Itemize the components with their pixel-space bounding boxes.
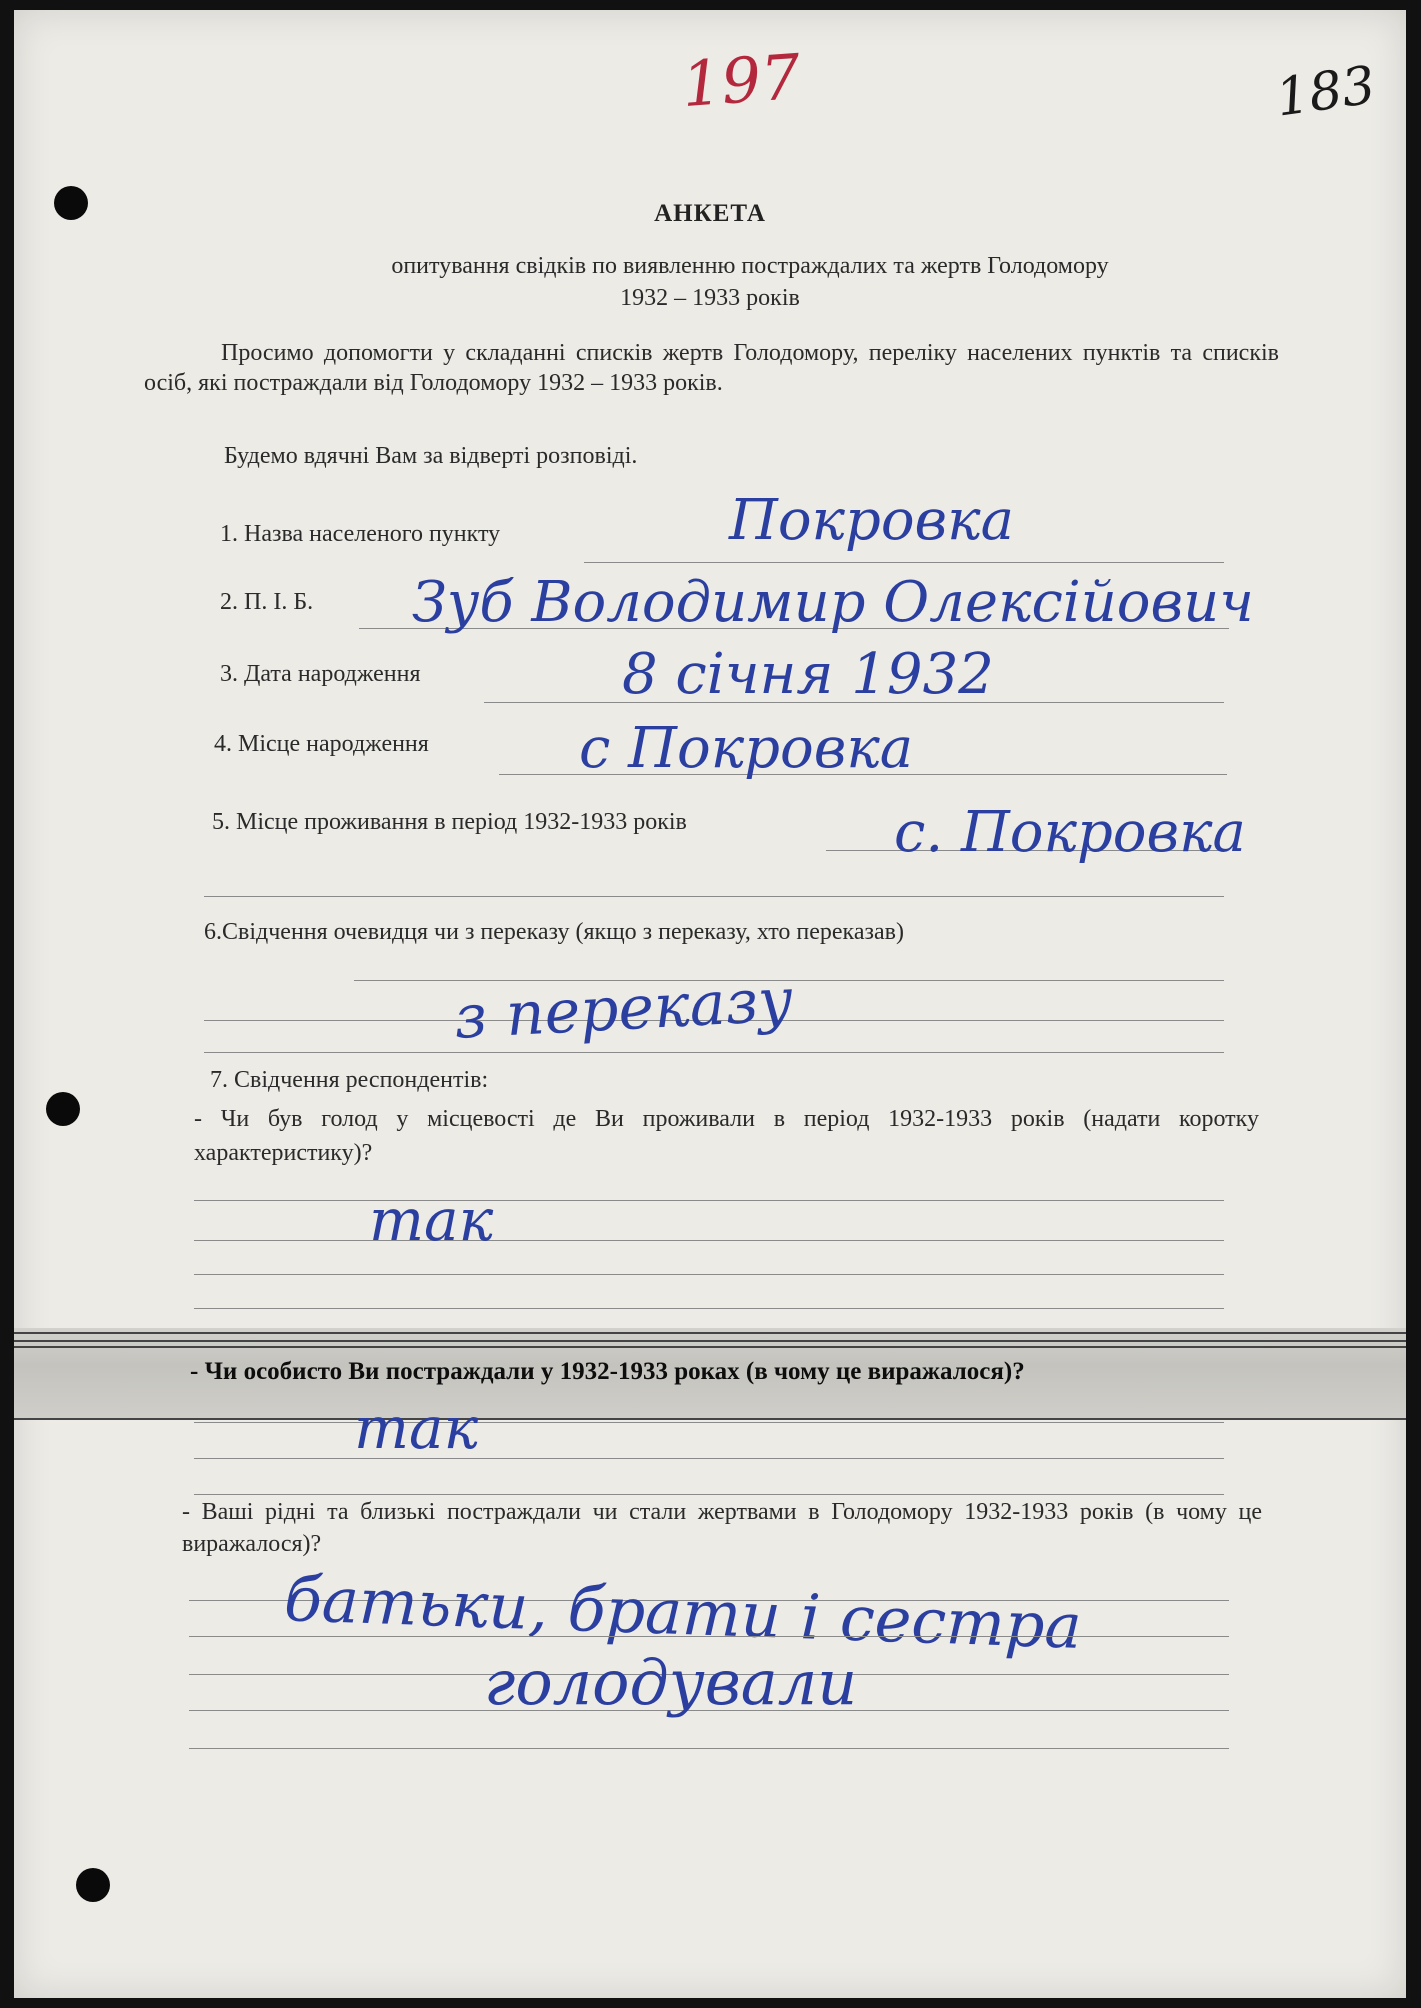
field-name-label: 2. П. І. Б. — [220, 589, 314, 615]
q2-line2 — [194, 1458, 1224, 1459]
field-residence-label: 5. Місце проживання в період 1932-1933 років — [212, 809, 687, 835]
thanks-text: Будемо вдячні Вам за відверті розповіді. — [224, 443, 638, 469]
respondents-q2: - Чи особисто Ви постраждали у 1932-1933 роках (в чому це виражалося)? — [190, 1358, 1025, 1385]
respondents-a3-line2[interactable]: голодували — [484, 1646, 858, 1719]
q1-line1 — [194, 1200, 1224, 1201]
document-sheet — [14, 10, 1406, 1998]
field-residence-value[interactable]: с. Покровка — [894, 800, 1246, 865]
field-settlement-line — [584, 562, 1224, 563]
respondents-a3-line1[interactable]: батьки, брати і сестра — [282, 1562, 1083, 1663]
q1-line4 — [194, 1308, 1224, 1309]
form-subtitle-line1: опитування свідків по виявленню постраждалих та жертв Голодомору — [391, 253, 1109, 279]
field-birthdate-label: 3. Дата народження — [220, 661, 421, 687]
field-birthplace-label: 4. Місце народження — [214, 731, 429, 757]
q2-line1 — [194, 1422, 1224, 1423]
band-rule-top — [14, 1332, 1406, 1334]
q1-line3 — [194, 1274, 1224, 1275]
band-rule-3 — [14, 1346, 1406, 1348]
field-birthplace-value[interactable]: с Покровка — [579, 716, 914, 781]
field-settlement-label: 1. Назва населеного пункту — [220, 521, 501, 547]
respondents-a1[interactable]: так — [369, 1186, 494, 1254]
punch-hole-middle — [46, 1092, 80, 1126]
band-rule-2 — [14, 1340, 1406, 1342]
band-rule-bottom — [14, 1418, 1406, 1420]
form-subtitle-line2: 1932 – 1933 років — [620, 285, 800, 311]
archive-number-black: 183 — [1272, 55, 1379, 129]
q1-line2 — [194, 1240, 1224, 1241]
form-title: АНКЕТА — [654, 200, 766, 227]
testimony-answer[interactable]: з переказу — [452, 965, 795, 1053]
intro-paragraph: Просимо допомогти у складанні списків жертв Голодомору, переліку населених пунктів та списків осіб, які постраждали від Голодомору 1932 – 1933 років. — [144, 340, 1279, 396]
field-name-value[interactable]: Зуб Володимир Олексійович — [412, 570, 1254, 635]
field-birthdate-value[interactable]: 8 січня 1932 — [622, 642, 994, 707]
q3-line2 — [189, 1636, 1229, 1637]
respondents-a2[interactable]: так — [354, 1394, 479, 1462]
q2-line3 — [194, 1494, 1224, 1495]
respondents-q1: - Чи був голод у місцевості де Ви проживали в період 1932-1933 років (надати коротку характеристику)? — [194, 1106, 1259, 1166]
archive-number-red: 197 — [679, 39, 803, 122]
respondents-q3: - Ваші рідні та близькі постраждали чи стали жертвами в Голодомору 1932-1933 років (в чому це виражалося)? — [182, 1499, 1262, 1557]
field-residence-line2 — [204, 896, 1224, 897]
q3-line5 — [189, 1748, 1229, 1749]
testimony-line3 — [204, 1052, 1224, 1053]
punch-hole-bottom — [76, 1868, 110, 1902]
testimony-question: 6.Свідчення очевидця чи з переказу (якщо з переказу, хто переказав) — [204, 919, 904, 945]
respondents-heading: 7. Свідчення респондентів: — [210, 1067, 489, 1093]
field-settlement-value[interactable]: Покровка — [729, 488, 1014, 553]
